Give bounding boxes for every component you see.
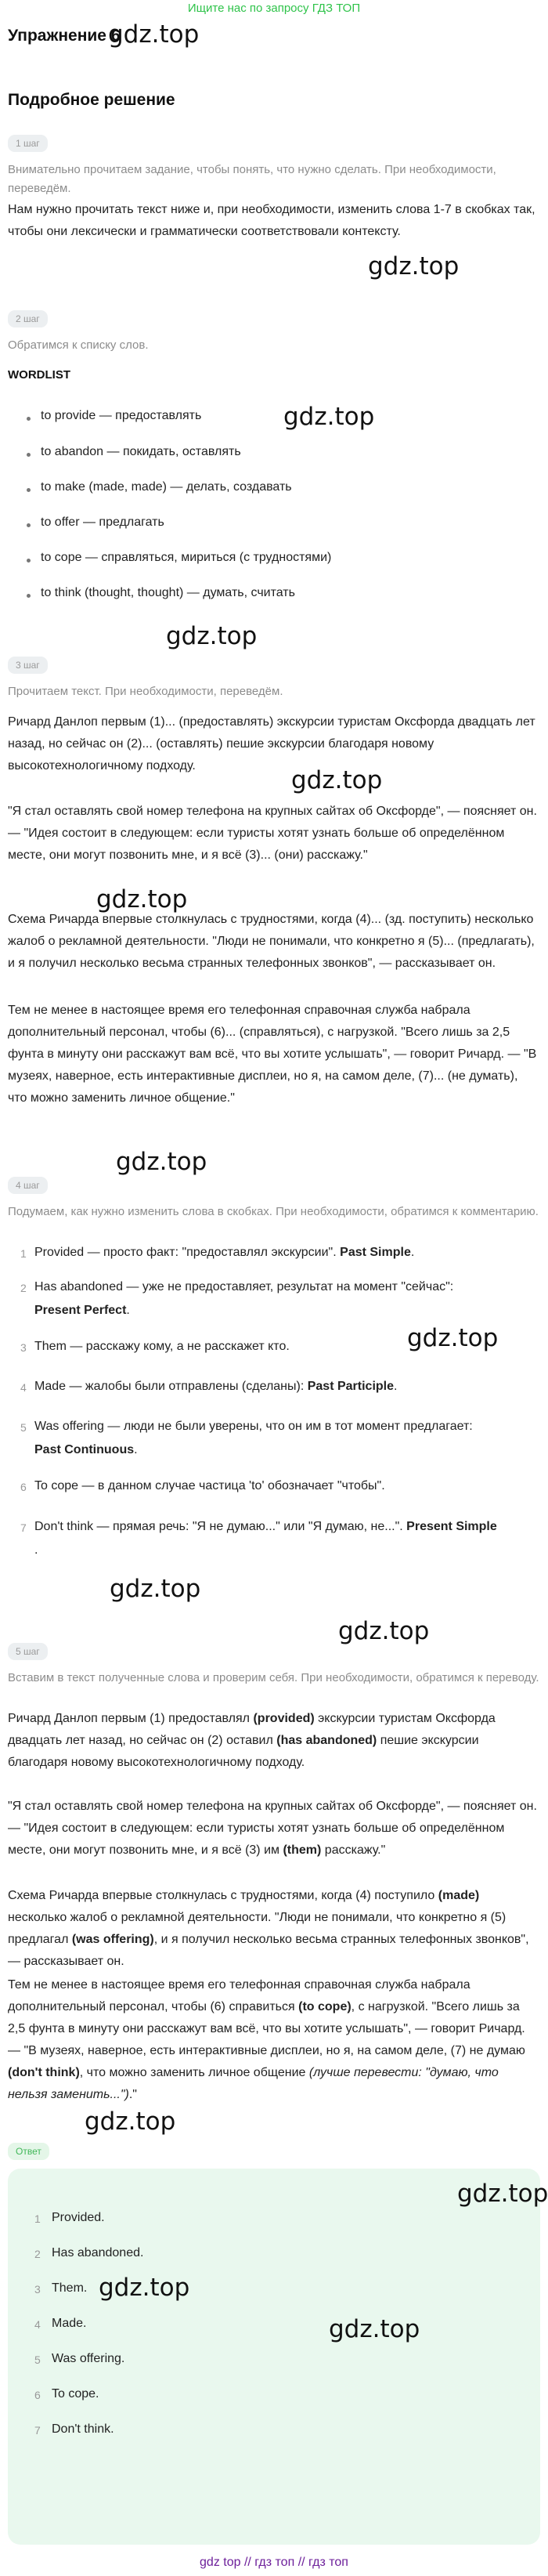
wordlist-item: to abandon — покидать, оставлять [41,445,241,458]
list-number: 5 [34,2353,41,2366]
answer-item-4: Made. [52,2317,87,2330]
step-5-paragraph-2: "Я стал оставлять свой номер телефона на крупных сайтах об Оксфорде", — поясняет он. — "Идея состоит в следующем: если туристы хотят узнать больше об определённом месте, они могут позвонить мне, и я всё (3) им (them) расскажу." [8,1800,537,1857]
answer-item-1: Provided. [52,2211,105,2224]
step-4-item-7-term: . [34,1543,38,1557]
step-4-item-7: Don't think — прямая речь: "Я не думаю..." или "Я думаю, не...". Present Simple [34,1520,497,1533]
step-4-item-2-term: Present Perfect. [34,1304,130,1317]
step-3-desc: Прочитаем текст. При необходимости, переведём. [8,685,283,698]
watermark: gdz.top [85,2107,176,2136]
wordlist-item: to cope — справляться, мириться (с трудностями) [41,551,332,564]
list-number: 7 [34,2424,41,2437]
list-number: 2 [34,2248,41,2260]
step-3-paragraph-4: Тем не менее в настоящее время его телефонная справочная служба набрала дополнительный персонал, чтобы (6)... (справляться), с нагрузкой. "Всего лишь за 2,5 фунта в минуту они расскажут вам всё, что вы хотите услышать", — говорит Ричард. — "В музеях, наверное, есть интерактивные дисплеи, но я, на самом деле, (7)... (не думать), что можно заменить личное общение." [8,1004,537,1105]
bullet-icon [27,453,31,457]
section-title: Подробное решение [8,91,175,109]
step-1-text: Нам нужно прочитать текст ниже и, при необходимости, изменить слова 1-7 в скобках так, чтобы они лексически и грамматически соответствовали контексту. [8,203,535,238]
watermark: gdz.top [116,1148,207,1176]
list-number: 7 [20,1521,27,1534]
step-4-item-1: Provided — просто факт: "предоставлял экскурсии". Past Simple. [34,1246,415,1259]
exercise-title: Упражнение 6 [8,27,121,45]
watermark: gdz.top [166,622,258,650]
watermark: gdz.top [110,1575,201,1603]
footer-links[interactable]: gdz top // гдз топ // гдз топ [200,2556,348,2569]
list-number: 3 [20,1341,27,1354]
step-2-label: 2 шаг [8,310,48,327]
step-5-desc: Вставим в текст полученные слова и проверим себя. При необходимости, обратимся к переводу. [8,1671,539,1684]
bullet-icon [27,559,31,563]
watermark: gdz.top [338,1617,430,1645]
step-4-item-2: Has abandoned — уже не предоставляет, результат на момент "сейчас": [34,1280,454,1293]
step-5-paragraph-1: Ричард Данлоп первым (1) предоставлял (provided) экскурсии туристам Оксфорда двадцать лет назад, но сейчас он (2) оставил (has abandoned) пешие экскурсии благодаря новому высокотехнологичному подходу. [8,1712,496,1769]
step-2-desc: Обратимся к списку слов. [8,338,149,352]
step-4-item-5: Was offering — люди не были уверены, что он им в тот момент предлагает: [34,1420,473,1433]
step-4-item-4: Made — жалобы были отправлены (сделаны): Past Participle. [34,1380,398,1393]
list-number: 4 [20,1381,27,1394]
answer-label: Ответ [8,2143,49,2160]
list-number: 4 [34,2318,41,2331]
wordlist-item: to offer — предлагать [41,516,164,529]
watermark: gdz.top [457,2180,548,2208]
step-1-desc: Внимательно прочитаем задание, чтобы понять, что нужно сделать. При необходимости, переведём. [8,163,496,195]
step-1-label: 1 шаг [8,135,48,152]
wordlist-title: WORDLIST [8,368,70,382]
list-number: 5 [20,1421,27,1434]
step-5-paragraph-3: Схема Ричарда впервые столкнулась с трудностями, когда (4) поступило (made) несколько жалоб о рекламной деятельности. "Люди не понимали, что конкретно я (5) предлагал (was offering), и я получил несколько весьма странных телефонных звонков", — рассказывает он. [8,1889,529,1968]
watermark: gdz.top [407,1324,499,1352]
step-3-paragraph-2: "Я стал оставлять свой номер телефона на крупных сайтах об Оксфорде", — поясняет он. — "Идея состоит в следующем: если туристы хотят узнать больше об определённом месте, они могут позвонить мне, и я всё (3)... (они) расскажу." [8,805,537,862]
step-4-item-5-term: Past Continuous. [34,1443,138,1456]
step-4-item-6: To cope — в данном случае частица 'to' обозначает "чтобы". [34,1479,385,1492]
list-number: 1 [20,1247,27,1260]
watermark: gdz.top [368,252,460,280]
answer-item-5: Was offering. [52,2352,125,2365]
wordlist-item: to make (made, made) — делать, создавать [41,480,292,494]
wordlist-item: to think (thought, thought) — думать, считать [41,586,295,599]
list-number: 2 [20,1282,27,1294]
watermark: gdz.top [283,403,375,431]
step-3-paragraph-1: Ричард Данлоп первым (1)... (предоставлять) экскурсии туристам Оксфорда двадцать лет назад, но сейчас он (2)... (оставлять) пешие экскурсии благодаря новому высокотехнологичному подходу. [8,715,535,772]
answer-item-2: Has abandoned. [52,2246,144,2259]
watermark: gdz.top [291,766,383,794]
step-5-label: 5 шаг [8,1643,48,1660]
step-4-desc: Подумаем, как нужно изменить слова в скобках. При необходимости, обратимся к комментарию. [8,1205,539,1218]
watermark: gdz.top [96,885,188,914]
step-3-label: 3 шаг [8,657,48,674]
bullet-icon [27,417,31,421]
watermark: gdz.top [108,20,200,49]
watermark: gdz.top [99,2274,190,2302]
step-4-item-3: Them — расскажу кому, а не расскажет кто. [34,1340,290,1353]
bullet-icon [27,488,31,492]
step-4-label: 4 шаг [8,1177,48,1194]
watermark: gdz.top [329,2315,420,2343]
wordlist-item: to provide — предоставлять [41,409,202,422]
list-number: 6 [34,2389,41,2401]
list-number: 1 [34,2212,41,2225]
answer-item-7: Don't think. [52,2422,114,2436]
answer-item-6: To cope. [52,2387,99,2401]
list-number: 3 [34,2283,41,2296]
top-banner[interactable]: Ищите нас по запросу ГДЗ ТОП [187,2,361,15]
answer-item-3: Them. [52,2281,88,2295]
bullet-icon [27,594,31,598]
step-5-paragraph-4: Тем не менее в настоящее время его телефонная справочная служба набрала дополнительный персонал, чтобы (6) справиться (to cope), с нагрузкой. "Всего лишь за 2,5 фунта в минуту они расскажут вам всё, что вы хотите услышать", — говорит Ричард. — "В музеях, наверное, есть интерактивные дисплеи, но я, на самом деле, (7) не думаю (don't think), что можно заменить личное общение (лучше перевести: "думаю, что нельзя заменить...")." [8,1978,525,2101]
step-3-paragraph-3: Схема Ричарда впервые столкнулась с трудностями, когда (4)... (зд. поступить) несколько жалоб о рекламной деятельности. "Люди не понимали, что конкретно я (5)... (предлагать), и я получил несколько весьма странных телефонных звонков", — рассказывает он. [8,913,535,970]
bullet-icon [27,523,31,527]
list-number: 6 [20,1481,27,1493]
